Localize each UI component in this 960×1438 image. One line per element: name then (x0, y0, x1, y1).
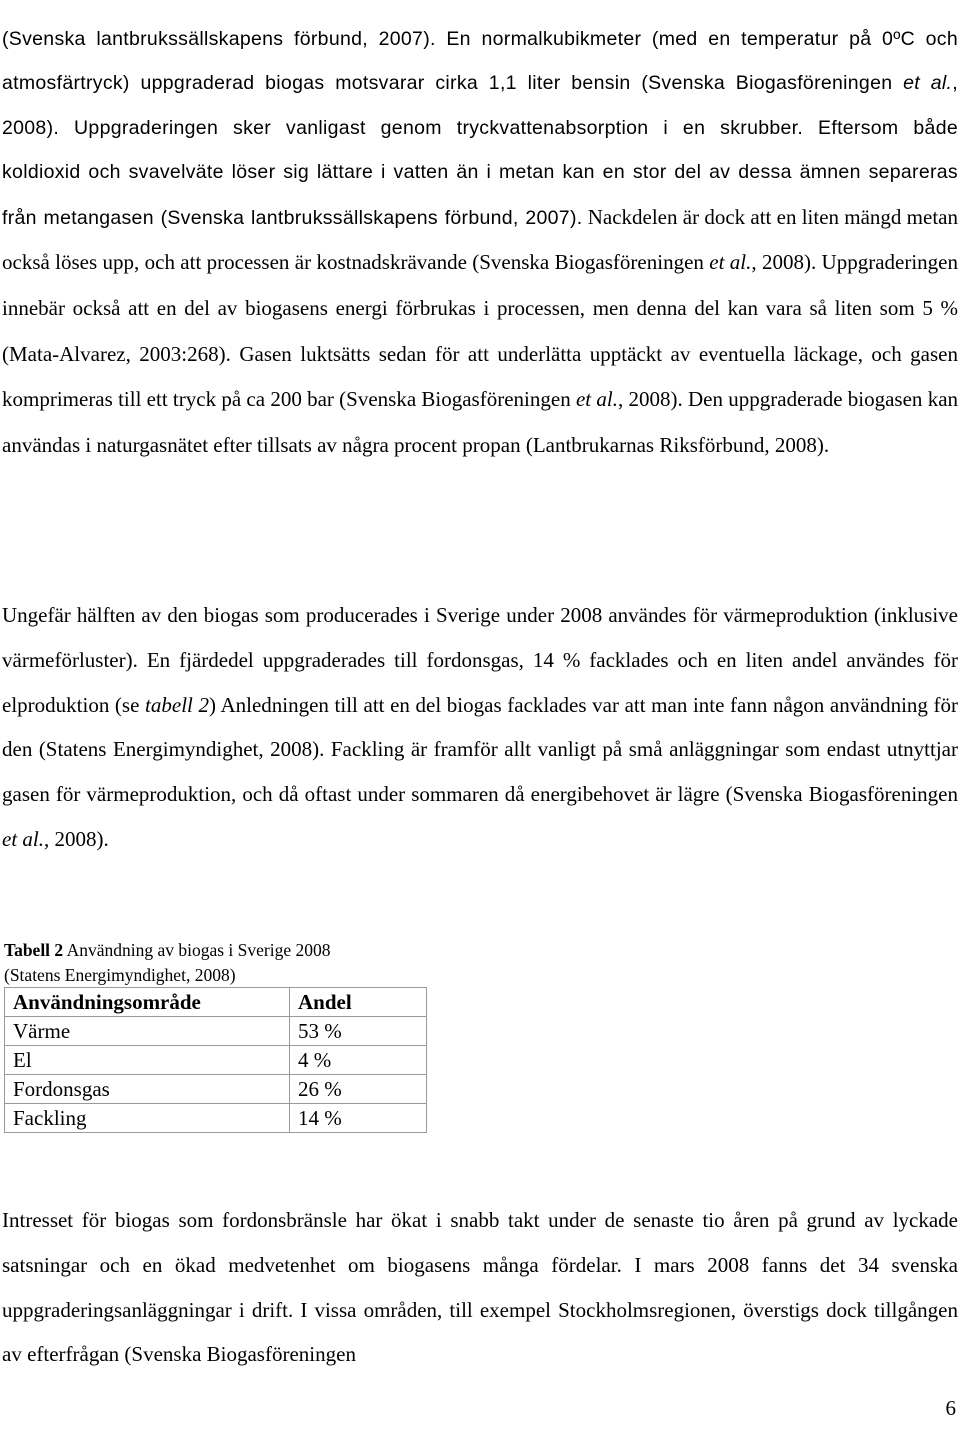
text-run: , 2008). Uppgraderingen sker vanligast genom tryckvattenabsorption i en skrubber. Eftersom både koldioxid och svavelväte löser sig lättare i vatten än i metan kan en stor del av dessa ämnen separeras från metangasen (Svenska lantbrukssällskapens förbund, 2007). (2, 72, 958, 229)
table-row (5, 1046, 427, 1075)
page-number: 6 (945, 1396, 956, 1420)
usage-table (4, 987, 427, 1133)
paragraph-usage (2, 593, 958, 862)
text-run-italic: et al. (709, 250, 752, 275)
table-title: Användning av biogas i Sverige 2008 (63, 940, 331, 960)
paragraph-upgrading (2, 17, 958, 469)
table-cell: 26 % (290, 1075, 427, 1104)
table-caption-line (4, 938, 331, 963)
table-caption (4, 938, 331, 988)
table-cell: 4 % (290, 1046, 427, 1075)
text-run: ) Anledningen till att en del biogas facklades var att man inte fann någon användning för den (Statens Energimyndighet, 2008). Fackling är framför allt vanligt på små anläggningar som endast utnyttjar gasen för värmeproduktion, och då oftast under sommaren då energibehovet är lägre (Svenska Biogasföreningen (2, 692, 959, 807)
table-cell: 53 % (290, 1017, 427, 1046)
text-run: Nackdelen är dock att en liten mängd metan också löses upp, och att processen är kostnadskrävande (Svenska Biogasföreningen (2, 204, 958, 275)
table-source: (Statens Energimyndighet, 2008) (4, 965, 236, 985)
table-cell: Fackling (5, 1104, 290, 1133)
column-header: Andel (290, 988, 427, 1017)
text-run: , 2008). (44, 826, 109, 851)
column-header: Användningsområde (5, 988, 290, 1017)
text-run: , 2008). Uppgraderingen innebär också att en del av biogasens energi förbrukas i processen, men denna del kan vara så liten som 5 % (Mata-Alvarez, 2003:268). Gasen luktsätts sedan för att underlätta upptäckt av eventuella läckage, och gasen komprimeras till ett tryck på ca 200 bar (Svenska Biogasföreningen (2, 250, 958, 412)
table-label: Tabell 2 (4, 940, 64, 960)
table-row (5, 1017, 427, 1046)
table-cell: Värme (5, 1017, 290, 1046)
text-run-italic: et al. (903, 72, 953, 95)
text-run-italic: et al. (2, 826, 44, 851)
table-cell: Fordonsgas (5, 1075, 290, 1104)
table-row (5, 1104, 427, 1133)
paragraph-vehicle-fuel (2, 1198, 958, 1377)
text-run: Intresset för biogas som fordonsbränsle har ökat i snabb takt under de senaste tio åren på grund av lyckade satsningar och en ökad medvetenhet om biogasens många fördelar. I mars 2008 fanns det 34 svenska uppgraderingsanläggningar i drift. I vissa områden, till exempel Stockholmsregionen, överstigs dock tillgången av efterfrågan (Svenska Biogasföreningen (2, 1208, 958, 1367)
table-row (5, 1075, 427, 1104)
table-reference: tabell 2 (145, 692, 209, 717)
text-run: , 2008). Den uppgraderade biogasen kan användas i naturgasnätet efter tillsats av några procent propan (Lantbrukarnas Riksförbund, 2008). (2, 387, 959, 457)
text-run: (Svenska lantbrukssällskapens förbund, 2007). En normalkubikmeter (med en temperatur på 0ºC och atmosfärtryck) uppgraderad biogas motsvarar cirka 1,1 liter bensin (Svenska Biogasföreningen (2, 27, 958, 95)
table-header-row (5, 988, 427, 1017)
text-run: Ungefär hälften av den biogas som producerades i Sverige under 2008 användes för värmeproduktion (inklusive värmeförluster). En fjärdedel uppgraderades till fordonsgas, 14 % facklades och en liten andel användes för elproduktion (se (2, 603, 958, 717)
table-cell: El (5, 1046, 290, 1075)
table-cell: 14 % (290, 1104, 427, 1133)
text-run-italic: et al. (575, 387, 618, 412)
